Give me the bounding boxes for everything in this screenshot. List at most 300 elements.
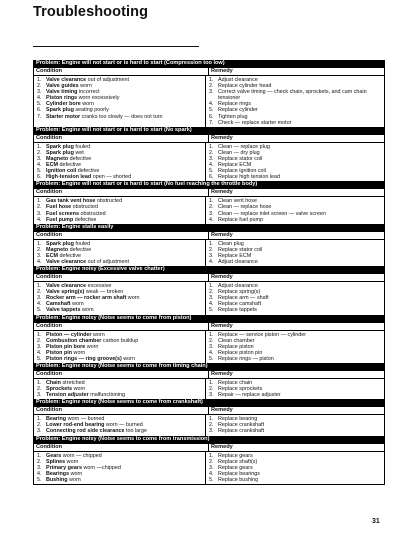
- remedy-item: [209, 174, 382, 180]
- item-number: 5.: [209, 307, 214, 314]
- condition-description: worn: [80, 307, 94, 314]
- item-number: 3.: [209, 252, 214, 259]
- page-title: Troubleshooting: [33, 4, 149, 20]
- section-body: [34, 76, 384, 127]
- item-number: 3.: [209, 464, 214, 471]
- item-number: 3.: [209, 210, 214, 217]
- column-header-row: [34, 370, 384, 379]
- remedy-text: Replace bearings: [218, 470, 260, 477]
- remedy-column-header: Remedy: [211, 68, 233, 74]
- item-number: 4.: [37, 95, 42, 102]
- condition-description: worn: [72, 349, 86, 356]
- remedy-text: Replace ECM: [218, 162, 252, 169]
- remedy-text: Replace bushing: [218, 476, 259, 483]
- item-number: 2.: [37, 246, 42, 253]
- condition-item: [37, 174, 205, 180]
- remedy-text: Clean plug: [218, 240, 244, 247]
- problem-header: Problem: Engine noisy (Noise seems to come from crankshaft): [34, 399, 384, 406]
- item-number: 1.: [209, 416, 214, 423]
- condition-column-header: Condition: [34, 371, 209, 378]
- item-number: 2.: [37, 149, 42, 156]
- item-number: 3.: [37, 392, 42, 399]
- remedy-text: Replace crankshaft: [218, 422, 265, 429]
- item-number: 3.: [37, 210, 42, 217]
- remedy-text: Replace high tension lead: [218, 174, 281, 181]
- remedy-column-header: Remedy: [211, 371, 233, 377]
- item-number: 3.: [209, 392, 214, 399]
- section-body: [34, 331, 384, 363]
- condition-component: Combustion chamber: [46, 337, 102, 344]
- condition-list: [34, 379, 206, 399]
- remedy-column-header: Remedy: [211, 274, 233, 281]
- column-header-row: [34, 322, 384, 331]
- condition-item: [37, 356, 205, 362]
- remedy-list: [206, 282, 384, 314]
- condition-component: Piston pin bore: [46, 343, 86, 350]
- item-number: 1.: [209, 77, 214, 83]
- condition-description: defective: [68, 246, 92, 253]
- remedy-item: [209, 120, 382, 126]
- condition-text: [46, 174, 205, 180]
- remedy-text: Correct valve timing — check chain, sprockets, and cam chain tensioner: [218, 89, 367, 102]
- remedy-column-header: Remedy: [211, 407, 233, 414]
- condition-column-header: Condition: [34, 135, 209, 142]
- remedy-text: Replace piston pin: [218, 349, 263, 356]
- item-number: 2.: [209, 149, 214, 156]
- item-number: 5.: [209, 476, 214, 483]
- condition-component: Fuel screens: [46, 210, 79, 217]
- condition-column-header: Condition: [34, 323, 209, 330]
- condition-item: [37, 392, 205, 398]
- remedy-text: Replace fuel pump: [218, 216, 263, 223]
- item-number: 2.: [37, 458, 42, 465]
- condition-description: defective: [57, 252, 82, 259]
- item-number: 1.: [37, 452, 42, 459]
- remedy-text: Replace camshaft: [218, 301, 262, 308]
- item-number: 1.: [37, 143, 42, 150]
- section-body: [34, 240, 384, 266]
- condition-description: worn —chipped: [81, 464, 121, 471]
- condition-list: [34, 197, 206, 223]
- remedy-item: [209, 392, 382, 398]
- condition-description: worn — burned: [66, 416, 105, 423]
- item-number: 3.: [37, 252, 42, 259]
- item-number: 1.: [209, 143, 214, 150]
- remedy-text: Clean — replace hose: [218, 204, 272, 211]
- remedy-text: Adjust clearance: [218, 258, 258, 265]
- remedy-text: Clean vent hose: [218, 198, 257, 205]
- condition-component: Bushing: [46, 476, 68, 483]
- condition-description: worn: [91, 331, 105, 338]
- problem-header: Problem: Engine will not start or is hard to start (No fuel reaching the throttle body): [34, 181, 384, 188]
- condition-component: Sprockets: [46, 386, 73, 393]
- condition-item: [37, 217, 205, 223]
- condition-description: worn: [70, 301, 84, 308]
- condition-component: Spark plug: [46, 143, 74, 150]
- condition-text: [46, 217, 205, 223]
- remedy-text: Replace cylinder: [218, 107, 258, 114]
- item-number: 1.: [37, 416, 42, 423]
- remedy-list: [206, 240, 384, 266]
- remedy-list: [206, 452, 384, 484]
- item-number: 2.: [37, 386, 42, 393]
- remedy-column-header: Remedy: [211, 443, 233, 450]
- condition-component: Fuel pump: [46, 216, 74, 223]
- condition-component: Valve clearance: [46, 258, 87, 265]
- condition-component: Primary gears: [46, 464, 82, 471]
- remedy-text: Clean — dry plug: [218, 149, 260, 156]
- item-number: 3.: [209, 295, 214, 302]
- condition-component: Valve timing: [46, 89, 78, 96]
- condition-component: Connecting rod side clearance: [46, 428, 125, 435]
- condition-description: cranks too slowly — does not turn: [80, 113, 163, 120]
- condition-description: out of adjustment: [86, 258, 130, 265]
- condition-column-header: Condition: [34, 68, 209, 75]
- condition-component: Splines: [46, 458, 66, 465]
- item-number: 4.: [37, 216, 42, 223]
- condition-component: Bearing: [46, 416, 67, 423]
- condition-component: Spark plug: [46, 107, 74, 114]
- condition-component: Gas tank vent hose: [46, 198, 96, 205]
- item-number: 3.: [37, 464, 42, 471]
- condition-description: malfunctioning: [88, 392, 125, 399]
- item-number: 5.: [209, 355, 214, 362]
- item-number: 3.: [37, 295, 42, 302]
- condition-component: Tension adjuster: [46, 392, 89, 399]
- section-body: [34, 379, 384, 399]
- item-number: 7.: [209, 119, 214, 126]
- condition-component: Magneto: [46, 246, 69, 253]
- item-number: 5.: [37, 168, 42, 175]
- item-number: 2.: [37, 83, 42, 90]
- remedy-list: [206, 331, 384, 363]
- item-number: 5.: [37, 355, 42, 362]
- condition-description: weak — broken: [84, 289, 124, 296]
- condition-list: [34, 76, 206, 127]
- condition-column-header: Condition: [34, 189, 209, 196]
- remedy-text: Clean — replace plug: [218, 143, 270, 150]
- condition-description: too large: [124, 428, 147, 435]
- problem-header: Problem: Engine noisy (Noise seems to come from piston): [34, 315, 384, 322]
- item-number: 3.: [37, 155, 42, 162]
- condition-item: [37, 428, 205, 434]
- condition-component: Piston — cylinder: [46, 331, 92, 338]
- item-number: 1.: [209, 331, 214, 338]
- remedy-text: Adjust clearance: [218, 77, 258, 83]
- condition-list: [34, 240, 206, 266]
- item-number: 2.: [37, 422, 42, 429]
- condition-component: Starter motor: [46, 113, 81, 120]
- section-body: [34, 452, 384, 484]
- condition-description: open — shorted: [91, 174, 132, 181]
- item-number: 3.: [37, 89, 42, 96]
- condition-column-header: Condition: [34, 232, 209, 239]
- problem-header: Problem: Engine noisy (Noise seems to come from transmission): [34, 436, 384, 443]
- section-body: [34, 143, 384, 182]
- remedy-text: Tighten plug: [218, 113, 248, 120]
- remedy-text: Adjust clearance: [218, 283, 258, 290]
- item-number: 2.: [209, 458, 214, 465]
- remedy-item: [209, 89, 382, 101]
- condition-description: worn — burned: [104, 422, 143, 429]
- condition-description: fouled: [73, 240, 91, 247]
- condition-component: Valve tappets: [46, 307, 81, 314]
- column-header-row: [34, 134, 384, 143]
- problem-header: Problem: Engine noisy (Excessive valve chatter): [34, 266, 384, 273]
- condition-description: obstructed: [71, 204, 98, 211]
- condition-description: worn excessively: [77, 95, 120, 102]
- condition-component: Fuel hose: [46, 204, 72, 211]
- column-header-row: [34, 406, 384, 415]
- remedy-text: Check — replace starter motor: [218, 119, 292, 126]
- condition-description: worn: [72, 386, 86, 393]
- condition-component: ECM: [46, 162, 58, 169]
- condition-description: defective: [57, 162, 82, 169]
- item-number: 2.: [209, 386, 214, 393]
- remedy-list: [206, 415, 384, 435]
- item-number: 5.: [37, 476, 42, 483]
- condition-description: carbon buildup: [101, 337, 139, 344]
- condition-description: defective: [73, 216, 97, 223]
- condition-text: [46, 428, 205, 434]
- remedy-item: [209, 307, 382, 313]
- item-number: 3.: [37, 343, 42, 350]
- remedy-list: [206, 379, 384, 399]
- item-number: 4.: [209, 216, 214, 223]
- item-number: 3.: [209, 343, 214, 350]
- item-number: 2.: [209, 289, 214, 296]
- title-divider: [33, 46, 199, 47]
- condition-description: defective: [76, 168, 100, 175]
- item-number: 2.: [37, 289, 42, 296]
- condition-description: worn: [85, 343, 99, 350]
- remedy-column-header: Remedy: [211, 134, 233, 141]
- remedy-column-header: Remedy: [211, 189, 233, 196]
- remedy-column-header: Remedy: [211, 322, 233, 329]
- remedy-text: Repair — replace adjuster: [218, 392, 281, 399]
- remedy-list: [206, 143, 384, 182]
- condition-component: Piston rings — ring groove(s): [46, 355, 122, 362]
- condition-component: Bearings: [46, 470, 70, 477]
- remedy-text: Replace sprockets: [218, 386, 263, 393]
- remedy-text: Replace gears: [218, 464, 253, 471]
- item-number: 4.: [209, 301, 214, 308]
- item-number: 4.: [37, 162, 42, 169]
- condition-component: Lower rod-end bearing: [46, 422, 105, 429]
- condition-component: Ignition coil: [46, 168, 77, 175]
- item-number: 2.: [209, 83, 214, 90]
- item-number: 6.: [37, 174, 42, 181]
- condition-text: [46, 114, 205, 120]
- item-number: 1.: [209, 380, 214, 386]
- condition-column-header: Condition: [34, 444, 209, 451]
- item-number: 5.: [209, 168, 214, 175]
- item-number: 6.: [37, 107, 42, 114]
- condition-component: Magneto: [46, 155, 69, 162]
- condition-component: Piston rings: [46, 95, 78, 102]
- item-number: 3.: [37, 428, 42, 435]
- item-number: 6.: [209, 174, 214, 181]
- condition-column-header: Condition: [34, 274, 209, 281]
- item-number: 4.: [209, 349, 214, 356]
- condition-component: Valve clearance: [46, 77, 87, 83]
- condition-text: [46, 356, 205, 362]
- condition-column-header: Condition: [34, 407, 209, 414]
- item-number: 1.: [37, 77, 42, 83]
- condition-component: Spark plug: [46, 149, 74, 156]
- item-number: 1.: [209, 452, 214, 459]
- section-body: [34, 197, 384, 223]
- remedy-text: Replace cylinder head: [218, 83, 272, 90]
- item-number: 4.: [37, 349, 42, 356]
- condition-description: fouled: [73, 143, 91, 150]
- item-number: 4.: [37, 301, 42, 308]
- condition-text: [46, 307, 205, 313]
- problem-header: Problem: Engine will not start or is hard to start (No spark): [34, 127, 384, 134]
- condition-text: [46, 392, 205, 398]
- column-header-row: [34, 273, 384, 282]
- item-number: 2.: [37, 337, 42, 344]
- item-number: 3.: [209, 428, 214, 435]
- condition-item: [37, 477, 205, 483]
- condition-description: worn: [121, 355, 135, 362]
- condition-list: [34, 331, 206, 363]
- item-number: 1.: [37, 331, 42, 338]
- page-number: 31: [372, 518, 380, 525]
- condition-component: ECM: [46, 252, 58, 259]
- section-body: [34, 282, 384, 314]
- remedy-text: Clean — replace inlet screen — valve screen: [218, 210, 326, 217]
- remedy-column-header: Remedy: [211, 231, 233, 238]
- remedy-list: [206, 197, 384, 223]
- remedy-text: Replace ignition coil: [218, 168, 266, 175]
- troubleshooting-table: [33, 60, 385, 485]
- condition-list: [34, 452, 206, 484]
- condition-list: [34, 282, 206, 314]
- condition-item: [37, 114, 205, 120]
- remedy-text: Replace arm — shaft: [218, 295, 269, 302]
- condition-description: obstructed: [78, 210, 106, 217]
- condition-description: worn: [78, 83, 92, 90]
- item-number: 5.: [209, 107, 214, 114]
- condition-description: seating poorly: [73, 107, 109, 114]
- item-number: 3.: [209, 89, 214, 96]
- condition-component: Rocker arm — rocker arm shaft: [46, 295, 127, 302]
- item-number: 4.: [37, 258, 42, 265]
- item-number: 1.: [37, 240, 42, 247]
- item-number: 5.: [37, 101, 42, 108]
- remedy-text: Clean chamber: [218, 337, 255, 344]
- condition-text: [46, 477, 205, 483]
- item-number: 2.: [209, 204, 214, 211]
- condition-description: worn: [126, 295, 140, 302]
- remedy-text: Replace shaft(s): [218, 458, 258, 465]
- item-number: 1.: [37, 380, 42, 386]
- item-number: 2.: [209, 422, 214, 429]
- remedy-list: [206, 76, 384, 127]
- item-number: 7.: [37, 113, 42, 120]
- item-number: 2.: [37, 204, 42, 211]
- condition-description: incorrect: [77, 89, 100, 96]
- item-number: 6.: [209, 113, 214, 120]
- problem-header: Problem: Engine noisy (Noise seems to come from timing chain): [34, 363, 384, 370]
- condition-component: Valve guides: [46, 83, 79, 90]
- item-number: 1.: [37, 283, 42, 290]
- column-header-row: [34, 443, 384, 452]
- remedy-text: Replace stator coil: [218, 246, 263, 253]
- item-number: 1.: [37, 198, 42, 205]
- condition-component: Gears: [46, 452, 62, 459]
- problem-header: Problem: Engine will not start or is hard to start (Compression too low): [34, 60, 384, 67]
- condition-component: Valve spring(s): [46, 289, 85, 296]
- item-number: 4.: [37, 470, 42, 477]
- remedy-text: Replace — service piston — cylinder: [218, 331, 307, 338]
- item-number: 5.: [37, 307, 42, 314]
- item-number: 1.: [209, 283, 214, 290]
- item-number: 4.: [209, 101, 214, 108]
- remedy-item: [209, 356, 382, 362]
- condition-item: [37, 259, 205, 265]
- condition-description: worn: [80, 101, 94, 108]
- condition-description: wet: [73, 149, 84, 156]
- remedy-item: [209, 477, 382, 483]
- remedy-text: Replace chain: [218, 380, 253, 386]
- item-number: 2.: [209, 246, 214, 253]
- condition-list: [34, 415, 206, 435]
- condition-component: Chain: [46, 380, 61, 386]
- remedy-item: [209, 259, 382, 265]
- item-number: 1.: [209, 240, 214, 247]
- section-body: [34, 415, 384, 435]
- condition-component: Camshaft: [46, 301, 71, 308]
- condition-description: worn: [69, 470, 83, 477]
- condition-description: worn — chipped: [61, 452, 102, 459]
- condition-component: Piston pin: [46, 349, 73, 356]
- problem-header: Problem: Engine stalls easily: [34, 224, 384, 231]
- remedy-text: Replace rings: [218, 101, 251, 108]
- remedy-item: [209, 428, 382, 434]
- condition-component: High-tension lead: [46, 174, 92, 181]
- item-number: 1.: [209, 198, 214, 205]
- remedy-text: Replace tappets: [218, 307, 257, 314]
- column-header-row: [34, 67, 384, 76]
- remedy-text: Replace ECM: [218, 252, 252, 259]
- condition-component: Valve clearance: [46, 283, 87, 290]
- column-header-row: [34, 188, 384, 197]
- item-number: 4.: [209, 258, 214, 265]
- condition-item: [37, 307, 205, 313]
- item-number: 2.: [209, 337, 214, 344]
- condition-description: excessive: [86, 283, 112, 290]
- remedy-text: Replace stator coil: [218, 155, 263, 162]
- condition-description: worn: [67, 476, 81, 483]
- condition-component: Spark plug: [46, 240, 74, 247]
- condition-description: worn: [65, 458, 79, 465]
- condition-description: out of adjustment: [86, 77, 130, 83]
- condition-description: defective: [68, 155, 92, 162]
- condition-text: [46, 259, 205, 265]
- item-number: 3.: [209, 155, 214, 162]
- condition-list: [34, 143, 206, 182]
- condition-description: stretched: [60, 380, 85, 386]
- remedy-text: Replace rings — piston: [218, 355, 274, 362]
- remedy-text: Replace spring(s): [218, 289, 261, 296]
- remedy-text: Replace bearing: [218, 416, 258, 423]
- item-number: 4.: [209, 470, 214, 477]
- column-header-row: [34, 231, 384, 240]
- condition-component: Cylinder bore: [46, 101, 81, 108]
- remedy-item: [209, 217, 382, 223]
